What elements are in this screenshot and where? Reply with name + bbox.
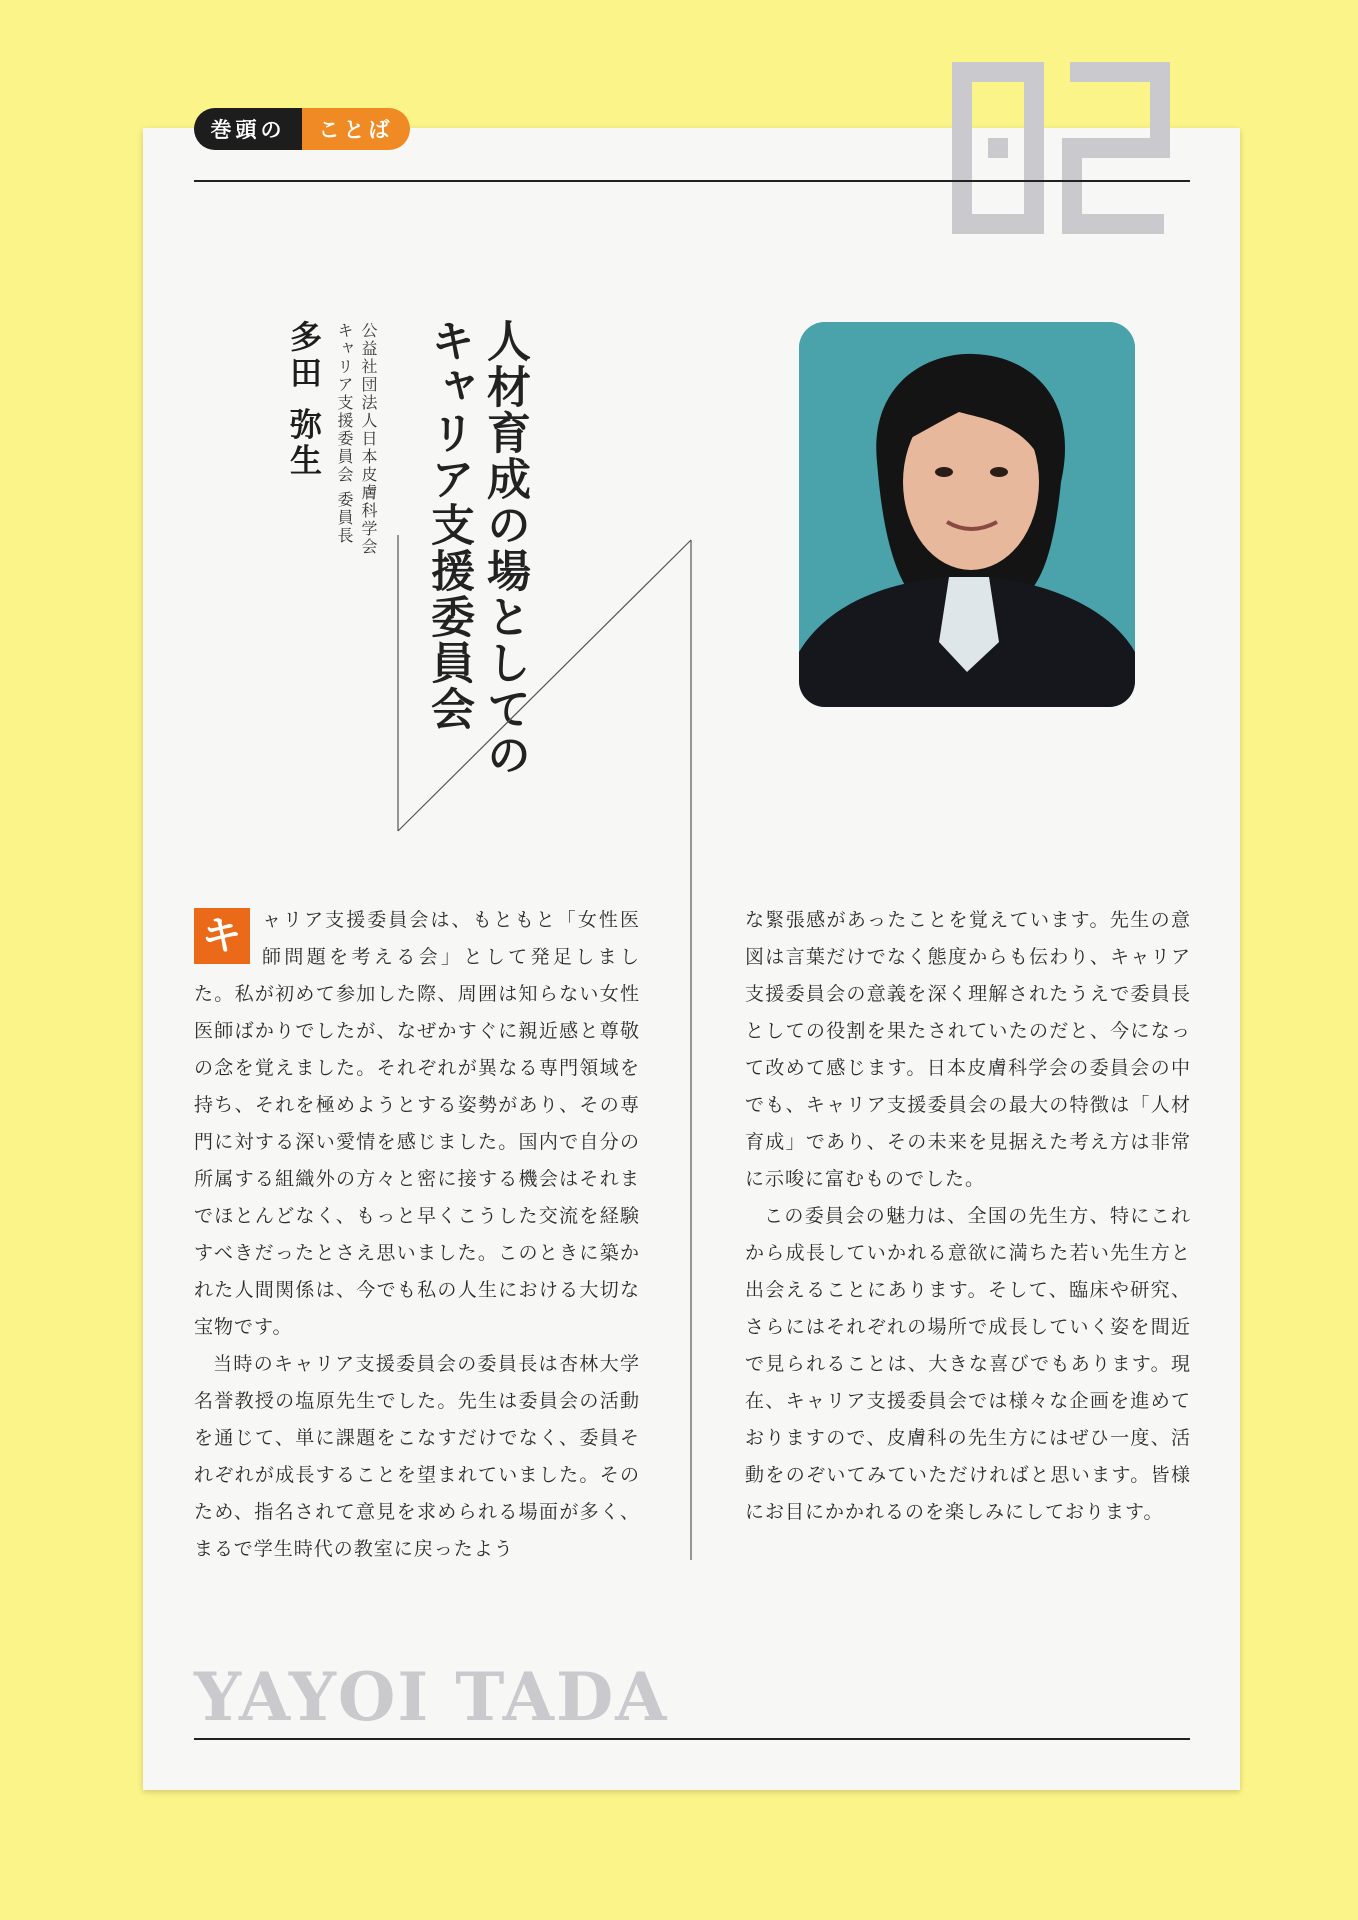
page-number	[948, 58, 1178, 238]
author-photo	[799, 322, 1135, 707]
dropcap: キ	[194, 908, 250, 964]
right-paragraph-2: この委員会の魅力は、全国の先生方、特にこれから成長していかれる意欲に満ちた若い先生方と出会えることにあります。そして、臨床や研究、さらにはそれぞれの場所で成長していく姿を間近で見られることは、大きな喜びでもあります。現在、キャリア支援委員会では様々な企画を進めておりますので、皮膚科の先生方にはぜひ一度、活動をのぞいてみていただければと思います。皆様にお目にかかれるのを楽しみにしております。	[745, 1205, 1191, 1523]
author-name-english: YAYOI TADA	[194, 1658, 669, 1736]
author-affiliation	[330, 322, 380, 562]
body-column-right	[745, 902, 1191, 1531]
left-paragraph-1: ャリア支援委員会は、もともと「女性医師問題を考える会」として発足しました。私が初めて参加した際、周囲は知らない女性医師ばかりでしたが、なぜかすぐに親近感と尊敬の念を覚えました。それぞれが異なる専門領域を持ち、それを極めようとする姿勢があり、その専門に対する深い愛情を感じました。国内で自分の所属する組織外の方々と密に接する機会はそれまでほとんどなく、もっと早くこうした交流を経験すべきだったとさえ思いました。このときに築かれた人間関係は、今でも私の人生における大切な宝物です。	[194, 909, 640, 1338]
bottom-rule	[194, 1738, 1190, 1740]
right-paragraph-1: な緊張感があったことを覚えています。先生の意図は言葉だけでなく態度からも伝わり、キャリア支援委員会の意義を深く理解されたうえで委員長としての役割を果たされていたのだと、今になって改めて感じます。日本皮膚科学会の委員会の中でも、キャリア支援委員会の最大の特徴は「人材育成」であり、その未来を見据えた考え方は非常に示唆に富むものでした。	[745, 909, 1191, 1190]
author-name: 多田 弥生	[285, 320, 323, 480]
top-rule	[194, 180, 1190, 182]
decorative-diagonal-lines	[396, 535, 696, 1565]
title-line-2: キャリア支援委員会	[423, 318, 474, 732]
author-position: キャリア支援委員会 委員長	[335, 322, 354, 546]
section-tag-left: 巻頭の	[194, 108, 302, 150]
title-line-1: 人材育成の場としての	[479, 318, 530, 778]
section-tag-right: ことば	[302, 108, 410, 150]
author-organization: 公益社団法人日本皮膚科学会	[359, 322, 378, 556]
left-paragraph-2: 当時のキャリア支援委員会の委員長は杏林大学名誉教授の塩原先生でした。先生は委員会の活動を通じて、単に課題をこなすだけでなく、委員それぞれが成長することを望まれていました。そのため、指名されて意見を求められる場面が多く、まるで学生時代の教室に戻ったよう	[194, 1353, 640, 1560]
section-tag	[194, 108, 410, 150]
